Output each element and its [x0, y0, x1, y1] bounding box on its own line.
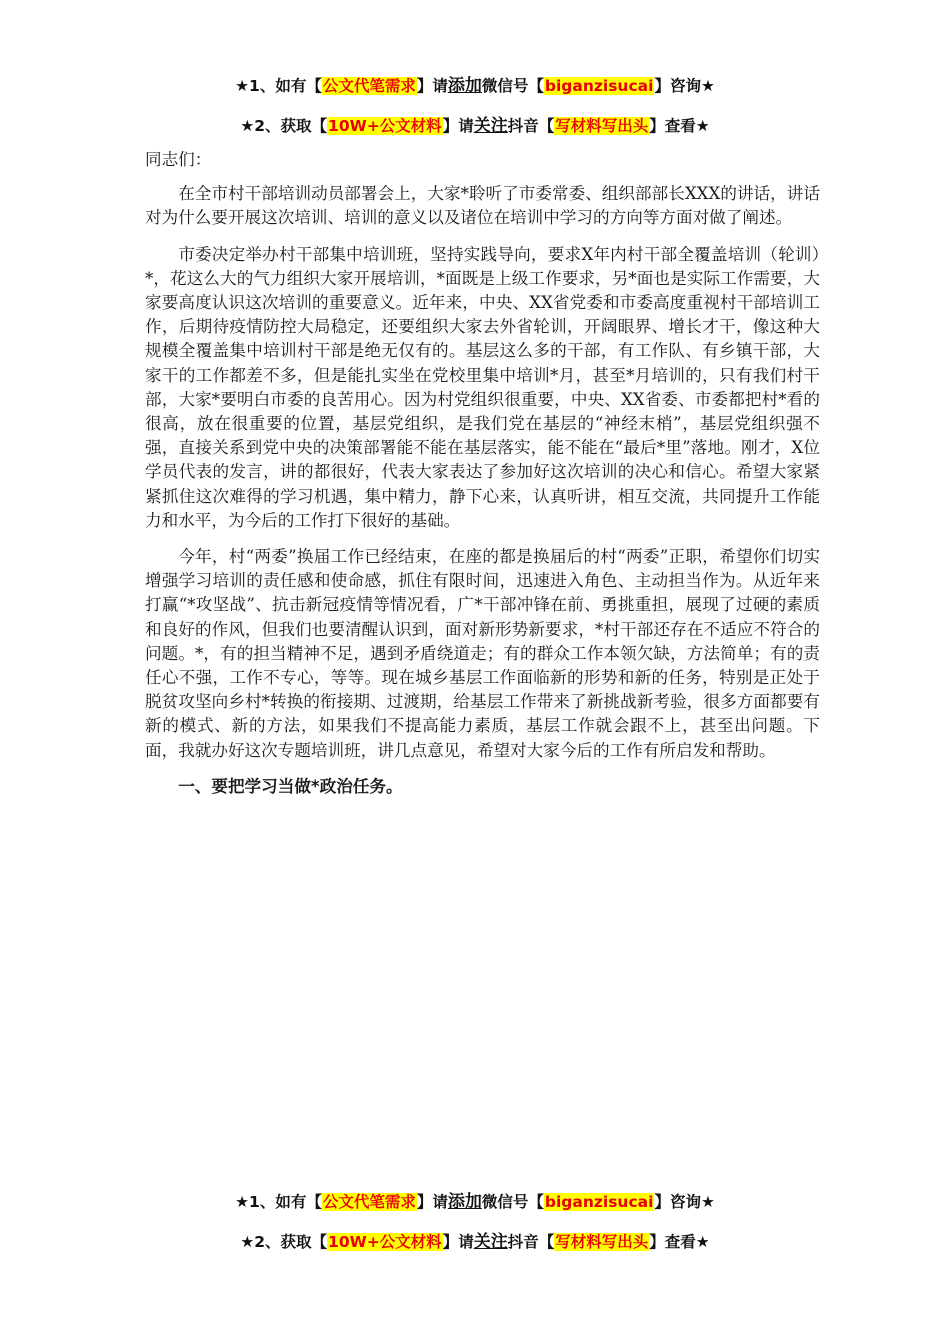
underlined-text: 添加	[447, 1192, 482, 1212]
banner-text: 】咨询★	[654, 77, 715, 95]
highlight-text: 10W+公文材料	[328, 1233, 442, 1251]
banner-text: 】请	[416, 1193, 448, 1211]
banner-text: 抖音【	[507, 117, 555, 135]
banner-text: 】查看★	[649, 117, 710, 135]
wechat-id-highlight: biganzisucai	[544, 1193, 654, 1211]
paragraph-1: 在全市村干部培训动员部署会上，大家*聆听了市委常委、组织部部长XXX的讲话，讲话对为什么要开展这次培训、培训的意义以及诸位在培训中学习的方向等方面对做了阐述。	[145, 184, 820, 228]
underlined-text: 添加	[447, 76, 482, 96]
bottom-banner-line1	[0, 1187, 950, 1212]
wechat-id-highlight: biganzisucai	[544, 77, 654, 95]
underlined-text: 关注	[473, 116, 508, 136]
banner-text: ★1、如有【	[235, 77, 322, 95]
document-body	[145, 148, 820, 811]
bottom-banner-line2	[0, 1227, 950, 1252]
banner-text: 】查看★	[649, 1233, 710, 1251]
banner-text: 】咨询★	[654, 1193, 715, 1211]
douyin-id-highlight: 写材料写出头	[555, 117, 649, 135]
banner-text: 】请	[442, 117, 474, 135]
banner-text: ★2、获取【	[240, 1233, 328, 1251]
banner-text: ★1、如有【	[235, 1193, 322, 1211]
banner-text: ★2、获取【	[240, 117, 328, 135]
banner-text: 微信号【	[481, 77, 544, 95]
top-banner-line2	[0, 111, 950, 136]
greeting: 同志们：	[145, 150, 212, 169]
section-heading: 一、要把学习当做*政治任务。	[178, 776, 403, 796]
highlight-text: 公文代笔需求	[322, 77, 416, 95]
paragraph-2: 市委决定举办村干部集中培训班，坚持实践导向，要求X年内村干部全覆盖培训（轮训）*，花这么大的气力组织大家开展培训，*面既是上级工作要求，另*面也是实际工作需要，大家要高度认识这次培训的重要意义。近年来，中央、XX省党委和市委高度重视村干部培训工作，后期待疫情防控大局稳定，还要组织大家去外省轮训，开阔眼界、增长才干，像这种大规模全覆盖集中培训村干部是绝无仅有的。基层这么多的干部，有工作队、有乡镇干部，大家干的工作都差不多，但是能扎实坐在党校里集中培训*月，甚至*月培训的，只有我们村干部，大家*要明白市委的良苦用心。因为村党组织很重要，中央、XX省委、市委都把村*看的很高，放在很重要的位置，基层党组织，是我们党在基层的“神经末梢”，基层党组织强不强，直接关系到党中央的决策部署能不能在基层落实，能不能在“最后*里”落地。刚才，X位学员代表的发言，讲的都很好，代表大家表达了参加好这次培训的决心和信心。希望大家紧紧抓住这次难得的学习机遇，集中精力，静下心来，认真听讲，相互交流，共同提升工作能力和水平，为今后的工作打下很好的基础。	[145, 244, 820, 530]
highlight-text: 10W+公文材料	[328, 117, 442, 135]
top-banner-line1	[0, 71, 950, 96]
douyin-id-highlight: 写材料写出头	[555, 1233, 649, 1251]
underlined-text: 关注	[473, 1232, 508, 1252]
banner-text: 】请	[416, 77, 448, 95]
banner-text: 抖音【	[507, 1233, 555, 1251]
paragraph-3: 今年，村“两委”换届工作已经结束，在座的都是换届后的村“两委”正职，希望你们切实增强学习培训的责任感和使命感，抓住有限时间，迅速进入角色、主动担当作为。从近年来打赢“*攻坚战”、抗击新冠疫情等情况看，广*干部冲锋在前、勇挑重担，展现了过硬的素质和良好的作风，但我们也要清醒认识到，面对新形势新要求，*村干部还存在不适应不符合的问题。*，有的担当精神不足，遇到矛盾绕道走；有的群众工作本领欠缺，方法简单；有的责任心不强，工作不专心，等等。现在城乡基层工作面临新的形势和新的任务，特别是正处于脱贫攻坚向乡村*转换的衔接期、过渡期，给基层工作带来了新挑战新考验，很多方面都要有新的模式、新的方法，如果我们不提高能力素质，基层工作就会跟不上，甚至出问题。下面，我就办好这次专题培训班，讲几点意见，希望对大家今后的工作有所启发和帮助。	[145, 547, 820, 760]
banner-text: 】请	[442, 1233, 474, 1251]
highlight-text: 公文代笔需求	[322, 1193, 416, 1211]
banner-text: 微信号【	[481, 1193, 544, 1211]
